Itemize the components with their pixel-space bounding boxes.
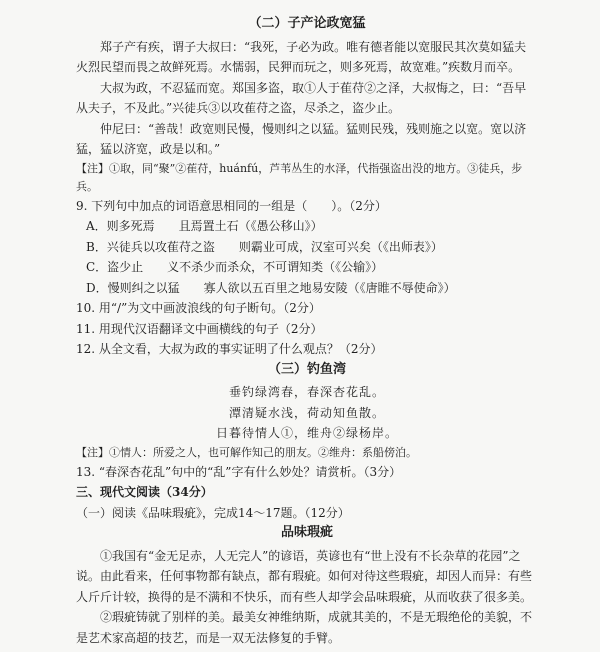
passage-paragraph-3: 仲尼曰：“善哉！政宽则民慢，慢则纠之以猛。猛则民残，残则施之以宽。宽以济猛，猛以济宽，政是以和。” [76, 121, 527, 156]
section-title-zichan: （二）子产论政宽猛 [248, 16, 366, 31]
question-12: 12. 从全文看，大叔为政的事实证明了什么观点？（2分） [76, 342, 383, 356]
poem-line-3: 日暮待情人①，维舟②绿杨岸。 [215, 426, 398, 440]
question-9-option-a: A．则多死焉 且焉置土石（《愚公移山》） [86, 219, 323, 233]
question-13: 13. “春深杏花乱”句中的“乱”字有什么妙处？请赏析。（3分） [76, 464, 402, 479]
subsection-heading: （一）阅读《品味瑕疵》，完成14～17题。（12分） [76, 505, 350, 520]
passage-paragraph-2: 大叔为政，不忍猛而宽。郑国多盗，取①人于萑苻②之泽，大叔悔之，曰：“吾早从夫子，不及此。”兴徒兵③以攻萑苻之盗，尽杀之，盗少止。 [76, 80, 527, 115]
question-9-option-d: D．慢则纠之以猛 寡人欲以五百里之地易安陵（《唐睢不辱使命》） [86, 280, 456, 295]
question-9: 9. 下列句中加点的词语意思相同的一组是（ ）。（2分） [76, 198, 387, 213]
section-title-poem: （三）钓鱼湾 [267, 361, 346, 377]
essay-paragraph-1: ①我国有“金无足赤，人无完人”的谚语，英谚也有“世上没有不长杂草的花园”之说。由此看来，任何事物都有缺点，都有瑕疵。如何对待这些瑕疵，却因人而异：有些人斤斤计较，换得的是不满和不快乐，而有些人却学会品味瑕疵，从而收获了很多美。 [76, 548, 533, 604]
question-11: 11. 用现代汉语翻译文中画横线的句子（2分） [76, 321, 323, 336]
question-9-option-c: C．盗少止 义不杀少而杀众，不可谓知类（《公输》） [86, 260, 384, 274]
poem-notes: 【注】①情人：所爱之人，也可解作知己的朋友。②维舟：系船傍泊。 [76, 445, 417, 459]
passage-notes: 【注】①取，同“聚”②萑苻，huánfú，芦苇丛生的水泽，代指强盗出没的地方。③徒兵，步兵。 [76, 161, 523, 193]
question-10: 10. 用“/”为文中画波浪线的句子断句。（2分） [76, 301, 321, 315]
section-heading-modern-reading: 三、现代文阅读（34分） [76, 485, 213, 499]
essay-title: 品味瑕疵 [280, 525, 333, 540]
poem-line-2: 潭清疑水浅，荷动知鱼散。 [228, 405, 385, 420]
passage-paragraph-1: 郑子产有疾，谓子大叔曰：“我死，子必为政。唯有德者能以宽服民其次莫如猛夫火烈民望而畏之故鲜死焉。水懦弱，民狎而玩之，则多死焉，故宽难。”疾数月而卒。 [76, 39, 527, 74]
essay-paragraph-2: ②瑕疵铸就了别样的美。最美女神维纳斯，成就其美的，不是无瑕绝伦的美貌，不是艺术家高超的技艺，而是一双无法修复的手臂。 [76, 610, 533, 645]
question-9-option-b: B．兴徒兵以攻萑苻之盗 则霸业可成，汉室可兴矣（《出师表》） [86, 239, 443, 254]
page-content [76, 14, 538, 648]
poem-line-1: 垂钓绿湾春，春深杏花乱。 [228, 385, 385, 399]
